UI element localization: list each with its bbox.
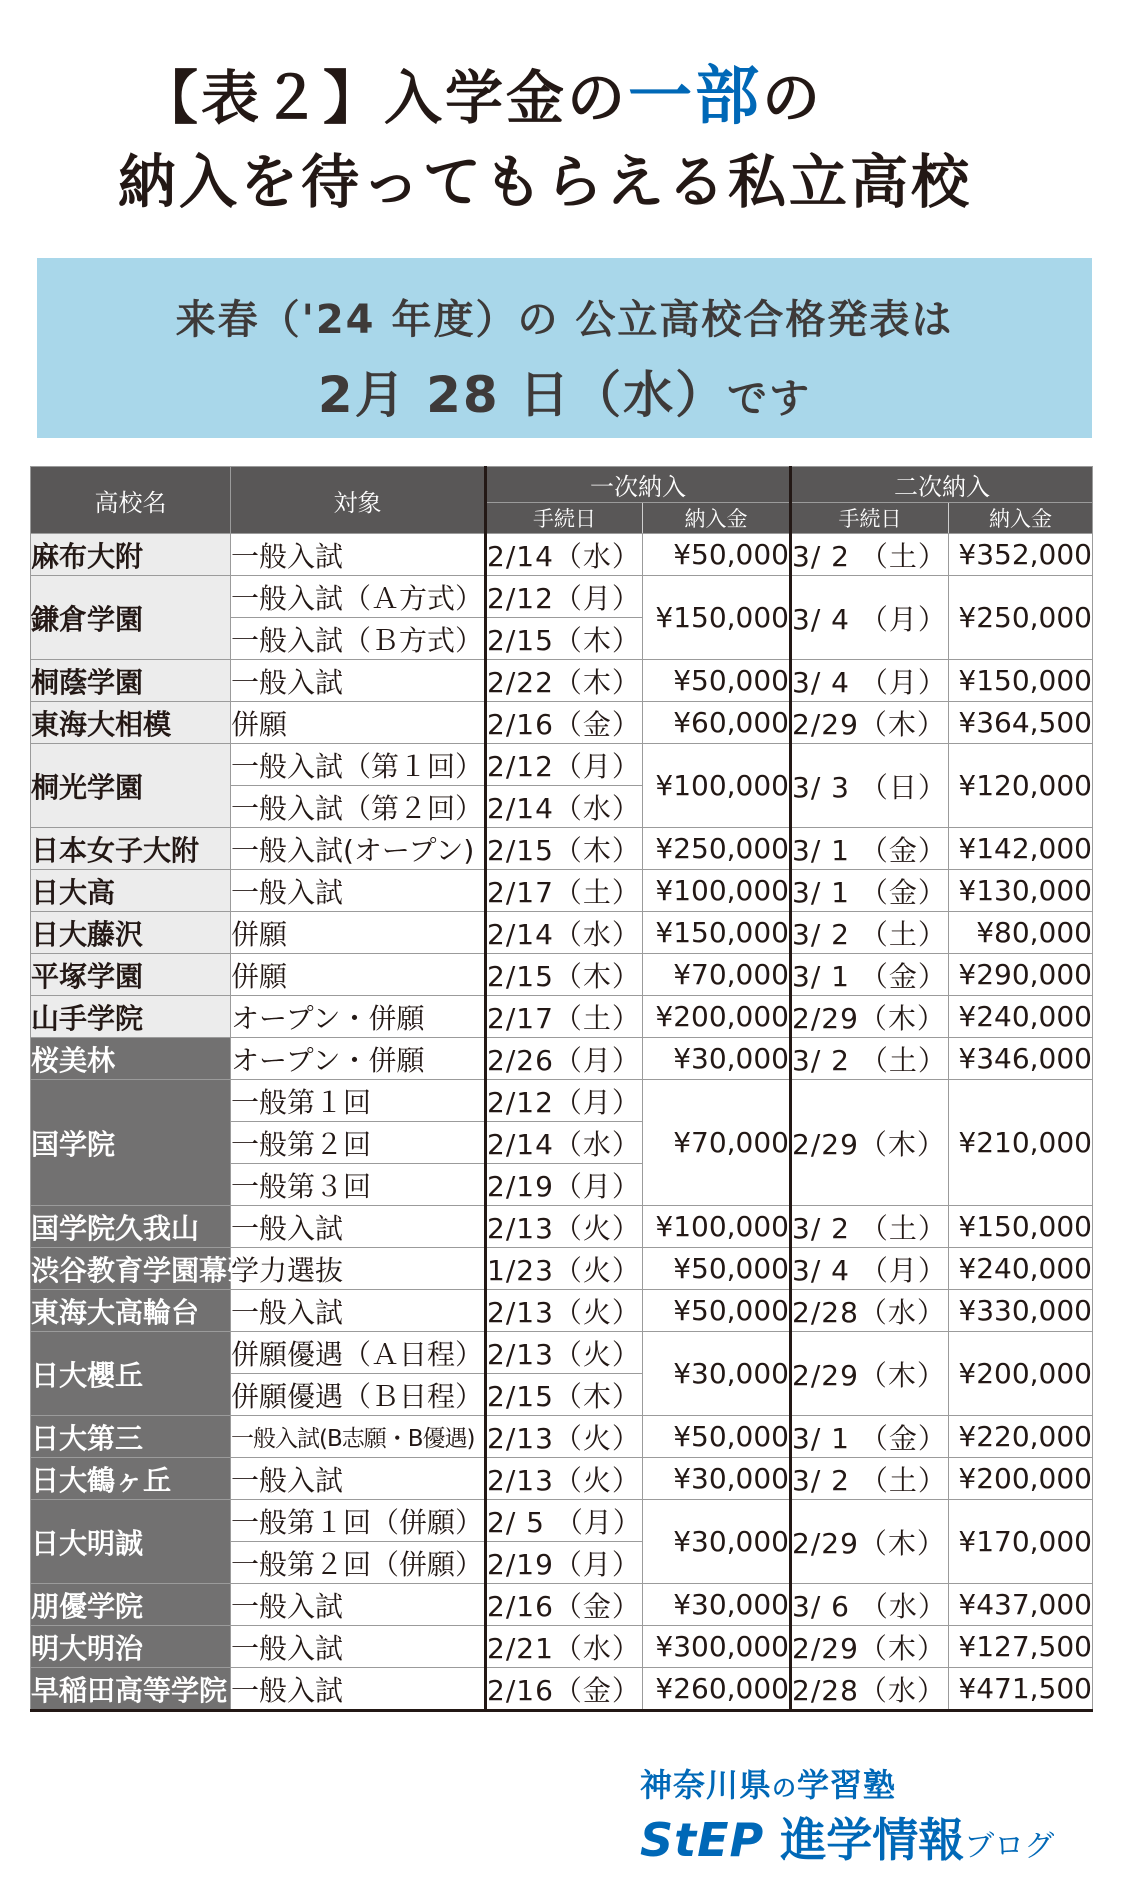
first-fee-cell: ¥150,000 [643,912,791,954]
school-name-cell: 東海大高輪台 [31,1290,231,1332]
second-fee-cell: ¥240,000 [949,1248,1093,1290]
table-row [31,1248,1093,1290]
school-name-cell: 国学院 [31,1080,231,1206]
first-fee-cell: ¥50,000 [643,1290,791,1332]
table-row [31,702,1093,744]
second-date-cell: 3/ 2 （土） [791,1458,949,1500]
first-date-cell: 2/13（火） [486,1290,643,1332]
second-fee-cell: ¥150,000 [949,1206,1093,1248]
second-date-cell: 3/ 6 （水） [791,1584,949,1626]
logo-juku: 学習塾 [797,1766,897,1804]
first-date-cell: 2/14（水） [486,786,643,828]
table-row [31,996,1093,1038]
second-fee-cell: ¥330,000 [949,1290,1093,1332]
logo-brand: StEP [640,1813,765,1867]
school-name-cell: 山手学院 [31,996,231,1038]
second-date-cell: 2/29（木） [791,1080,949,1206]
second-date-cell: 3/ 1 （金） [791,1416,949,1458]
first-fee-cell: ¥200,000 [643,996,791,1038]
first-fee-cell: ¥50,000 [643,1248,791,1290]
first-date-cell: 2/12（月） [486,1080,643,1122]
target-cell: 一般入試 [231,870,486,912]
school-name-cell: 日大藤沢 [31,912,231,954]
first-date-cell: 2/13（火） [486,1332,643,1374]
second-fee-cell: ¥352,000 [949,534,1093,576]
table-row [31,1038,1093,1080]
announcement-banner [37,258,1092,438]
header-row [31,467,1093,503]
table-row [31,1500,1093,1542]
first-date-cell: 2/16（金） [486,702,643,744]
second-fee-cell: ¥290,000 [949,954,1093,996]
school-name-cell: 明大明治 [31,1626,231,1668]
target-cell: 一般入試 [231,1584,486,1626]
second-date-cell: 3/ 2 （土） [791,1206,949,1248]
first-fee-cell: ¥70,000 [643,954,791,996]
target-cell: 一般第１回 [231,1080,486,1122]
first-fee-cell: ¥250,000 [643,828,791,870]
title-text-end: の [762,64,824,132]
school-name-cell: 平塚学園 [31,954,231,996]
second-date-cell: 2/29（木） [791,702,949,744]
table-row [31,1458,1093,1500]
logo-particle: の [772,1774,798,1802]
second-date-cell: 3/ 1 （金） [791,828,949,870]
second-date-cell: 2/28（水） [791,1668,949,1711]
first-date-cell: 2/13（火） [486,1206,643,1248]
target-cell: 一般入試 [231,1206,486,1248]
first-fee-cell: ¥100,000 [643,870,791,912]
table-row [31,1584,1093,1626]
second-fee-cell: ¥471,500 [949,1668,1093,1711]
school-name-cell: 桐蔭学園 [31,660,231,702]
target-cell: 一般第３回 [231,1164,486,1206]
first-date-cell: 2/14（水） [486,534,643,576]
page-title [0,55,1125,224]
header-first-payment: 一次納入 [486,467,791,503]
school-name-cell: 桜美林 [31,1038,231,1080]
second-date-cell: 3/ 4 （月） [791,1248,949,1290]
first-date-cell: 2/15（木） [486,618,643,660]
first-fee-cell: ¥30,000 [643,1584,791,1626]
banner-line-2 [37,355,1092,427]
table-row [31,1206,1093,1248]
school-name-cell: 日大高 [31,870,231,912]
title-line-1 [0,55,1125,140]
school-name-cell: 麻布大附 [31,534,231,576]
school-name-cell: 日大櫻丘 [31,1332,231,1416]
second-date-cell: 3/ 1 （金） [791,870,949,912]
school-name-cell: 渋谷教育学園幕張 [31,1248,231,1290]
table-row [31,1290,1093,1332]
school-name-cell: 国学院久我山 [31,1206,231,1248]
school-name-cell: 朋優学院 [31,1584,231,1626]
first-date-cell: 2/26（月） [486,1038,643,1080]
table-row [31,1668,1093,1711]
target-cell: 一般入試(B志願・B優遇) [231,1416,486,1458]
table-row [31,1080,1093,1122]
first-date-cell: 2/13（火） [486,1416,643,1458]
target-cell: 一般入試（第２回） [231,786,486,828]
first-date-cell: 2/19（月） [486,1542,643,1584]
first-fee-cell: ¥300,000 [643,1626,791,1668]
target-cell: 併願優遇（Ａ日程） [231,1332,486,1374]
second-date-cell: 3/ 4 （月） [791,660,949,702]
second-fee-cell: ¥200,000 [949,1458,1093,1500]
header-second-payment: 二次納入 [791,467,1093,503]
first-date-cell: 2/19（月） [486,1164,643,1206]
first-date-cell: 2/12（月） [486,576,643,618]
second-date-cell: 2/29（木） [791,1626,949,1668]
second-date-cell: 2/28（水） [791,1290,949,1332]
logo-prefecture: 神奈川県 [640,1766,773,1804]
target-cell: 一般第２回 [231,1122,486,1164]
target-cell: 併願 [231,912,486,954]
second-date-cell: 2/29（木） [791,1332,949,1416]
target-cell: 一般入試 [231,1458,486,1500]
header-fee-2: 納入金 [949,503,1093,534]
second-fee-cell: ¥346,000 [949,1038,1093,1080]
banner-suffix: です [727,376,812,422]
step-logo [640,1760,1100,1880]
target-cell: オープン・併願 [231,1038,486,1080]
second-fee-cell: ¥80,000 [949,912,1093,954]
first-fee-cell: ¥50,000 [643,1416,791,1458]
second-date-cell: 3/ 2 （土） [791,1038,949,1080]
target-cell: 一般第２回（併願） [231,1542,486,1584]
target-cell: 一般入試（Ａ方式） [231,576,486,618]
table-row [31,1332,1093,1374]
first-date-cell: 2/17（土） [486,996,643,1038]
school-name-cell: 早稲田高等学院 [31,1668,231,1711]
second-date-cell: 3/ 2 （土） [791,534,949,576]
first-date-cell: 2/14（水） [486,912,643,954]
first-fee-cell: ¥260,000 [643,1668,791,1711]
target-cell: オープン・併願 [231,996,486,1038]
title-highlight: 一部 [628,60,763,134]
first-date-cell: 2/14（水） [486,1122,643,1164]
table-row [31,1416,1093,1458]
first-fee-cell: ¥30,000 [643,1332,791,1416]
first-date-cell: 1/23（火） [486,1248,643,1290]
second-date-cell: 2/29（木） [791,996,949,1038]
second-fee-cell: ¥240,000 [949,996,1093,1038]
school-name-cell: 日大第三 [31,1416,231,1458]
second-fee-cell: ¥130,000 [949,870,1093,912]
logo-title: 進学情報 [780,1813,965,1867]
school-name-cell: 日大鶴ヶ丘 [31,1458,231,1500]
second-fee-cell: ¥250,000 [949,576,1093,660]
header-school: 高校名 [31,467,231,534]
first-fee-cell: ¥70,000 [643,1080,791,1206]
target-cell: 一般入試（第１回） [231,744,486,786]
second-fee-cell: ¥220,000 [949,1416,1093,1458]
target-cell: 一般第１回（併願） [231,1500,486,1542]
second-fee-cell: ¥120,000 [949,744,1093,828]
first-date-cell: 2/15（木） [486,828,643,870]
second-fee-cell: ¥150,000 [949,660,1093,702]
first-fee-cell: ¥30,000 [643,1458,791,1500]
school-name-cell: 桐光学園 [31,744,231,828]
first-date-cell: 2/ 5 （月） [486,1500,643,1542]
target-cell: 一般入試 [231,534,486,576]
table-body [31,534,1093,1711]
target-cell: 一般入試 [231,1668,486,1711]
first-date-cell: 2/15（木） [486,954,643,996]
second-fee-cell: ¥127,500 [949,1626,1093,1668]
first-date-cell: 2/12（月） [486,744,643,786]
school-name-cell: 日大明誠 [31,1500,231,1584]
first-fee-cell: ¥60,000 [643,702,791,744]
table-row [31,954,1093,996]
second-fee-cell: ¥210,000 [949,1080,1093,1206]
first-date-cell: 2/15（木） [486,1374,643,1416]
second-date-cell: 3/ 1 （金） [791,954,949,996]
first-fee-cell: ¥100,000 [643,1206,791,1248]
target-cell: 併願 [231,702,486,744]
table-row [31,744,1093,786]
first-date-cell: 2/22（木） [486,660,643,702]
first-fee-cell: ¥30,000 [643,1038,791,1080]
first-date-cell: 2/21（水） [486,1626,643,1668]
target-cell: 一般入試 [231,1626,486,1668]
target-cell: 一般入試（Ｂ方式） [231,618,486,660]
first-date-cell: 2/17（土） [486,870,643,912]
table-row [31,870,1093,912]
target-cell: 一般入試 [231,660,486,702]
target-cell: 併願 [231,954,486,996]
first-fee-cell: ¥100,000 [643,744,791,828]
admission-fee-table [30,466,1093,1712]
table-row [31,912,1093,954]
school-name-cell: 東海大相模 [31,702,231,744]
target-cell: 一般入試(オープン) [231,828,486,870]
table-row [31,660,1093,702]
table-row [31,534,1093,576]
first-fee-cell: ¥50,000 [643,660,791,702]
logo-tagline [640,1760,896,1806]
first-fee-cell: ¥50,000 [643,534,791,576]
table-row [31,1626,1093,1668]
first-date-cell: 2/13（火） [486,1458,643,1500]
second-date-cell: 3/ 4 （月） [791,576,949,660]
header-fee-1: 納入金 [643,503,791,534]
first-date-cell: 2/16（金） [486,1584,643,1626]
target-cell: 学力選抜 [231,1248,486,1290]
header-date-2: 手続日 [791,503,949,534]
target-cell: 併願優遇（Ｂ日程） [231,1374,486,1416]
logo-brand-line [640,1804,1054,1870]
banner-line-1: 来春（'24 年度）の 公立高校合格発表は [175,297,954,343]
logo-blog: ブログ [964,1829,1055,1864]
school-name-cell: 鎌倉学園 [31,576,231,660]
title-line-2: 納入を待ってもらえる私立高校 [118,148,973,216]
title-text: 【表２】入学金の [140,64,629,132]
header-target: 対象 [231,467,486,534]
table-row [31,828,1093,870]
second-fee-cell: ¥142,000 [949,828,1093,870]
target-cell: 一般入試 [231,1290,486,1332]
table-row [31,576,1093,618]
header-date-1: 手続日 [486,503,643,534]
second-date-cell: 3/ 2 （土） [791,912,949,954]
first-date-cell: 2/16（金） [486,1668,643,1711]
first-fee-cell: ¥30,000 [643,1500,791,1584]
school-name-cell: 日本女子大附 [31,828,231,870]
second-fee-cell: ¥200,000 [949,1332,1093,1416]
banner-date: 2月 28 日（水） [317,366,728,424]
second-fee-cell: ¥170,000 [949,1500,1093,1584]
first-fee-cell: ¥150,000 [643,576,791,660]
second-fee-cell: ¥437,000 [949,1584,1093,1626]
second-fee-cell: ¥364,500 [949,702,1093,744]
second-date-cell: 3/ 3 （日） [791,744,949,828]
second-date-cell: 2/29（木） [791,1500,949,1584]
